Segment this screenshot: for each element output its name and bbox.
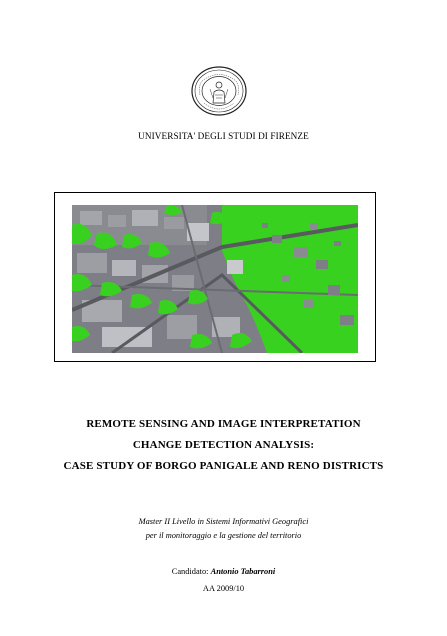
subtitle-line-1: Master II Livello in Sistemi Informativi Geografici — [138, 517, 309, 526]
figure-frame — [54, 192, 376, 362]
university-seal — [190, 65, 248, 117]
university-seal-icon — [190, 65, 248, 117]
academic-year: AA 2009/10 — [202, 584, 245, 593]
candidate-label: Candidato: — [171, 567, 209, 576]
candidate-name: Antonio Tabarroni — [210, 567, 276, 576]
aerial-change-detection-image — [72, 205, 358, 353]
title-line-3: CASE STUDY OF BORGO PANIGALE AND RENO DISTRICTS — [63, 460, 384, 472]
subtitle-line-2: per il monitoraggio e la gestione del territorio — [145, 531, 302, 540]
candidate-line — [0, 567, 447, 576]
university-name: UNIVERSITA' DEGLI STUDI DI FIRENZE — [138, 131, 309, 141]
title-line-1: REMOTE SENSING AND IMAGE INTERPRETATION — [86, 418, 361, 430]
title-line-2: CHANGE DETECTION ANALYSIS: — [132, 439, 315, 451]
